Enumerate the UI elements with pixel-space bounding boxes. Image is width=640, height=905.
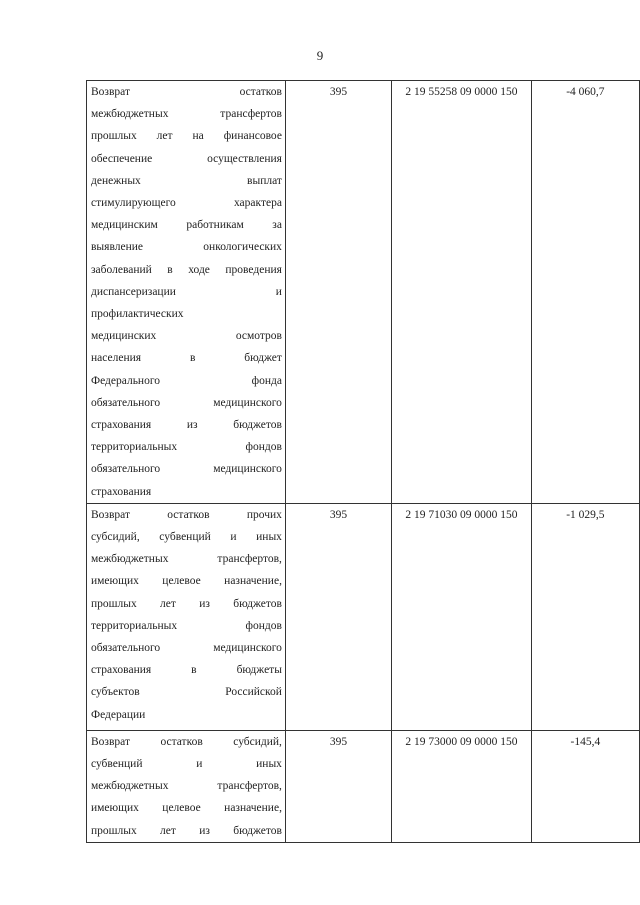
amount-cell (531, 503, 639, 730)
admin-code: 395 (329, 735, 348, 748)
item-name-line: субсидий, субвенций и иных (91, 531, 282, 544)
item-name-line: межбюджетных трансфертов (91, 108, 282, 121)
item-name-line: страхования в бюджеты (91, 664, 282, 677)
item-name-cell (87, 503, 286, 730)
item-name-cell (87, 81, 286, 504)
item-name-line: обязательного медицинского (91, 463, 282, 476)
item-name-line: межбюджетных трансфертов, (91, 553, 282, 566)
table-row (87, 730, 640, 842)
table-row (87, 503, 640, 730)
item-name-line: Возврат остатков (91, 86, 282, 98)
amount: -4 060,7 (566, 86, 605, 98)
item-name-line: субвенций и иных (91, 758, 282, 771)
item-name-line: обязательного медицинского (91, 642, 282, 655)
item-name-line: профилактических (91, 308, 184, 321)
item-name-line: прошлых лет на финансовое (91, 130, 282, 143)
item-name-line: территориальных фондов (91, 441, 282, 454)
budget-code-cell (391, 81, 531, 504)
item-name-line: страхования (91, 485, 152, 498)
admin-code-cell (285, 730, 391, 842)
item-name-line: прошлых лет из бюджетов (91, 597, 282, 610)
item-name-line: диспансеризации и (91, 285, 282, 298)
admin-code-cell (285, 503, 391, 730)
item-name-line: Федерации (91, 708, 146, 721)
table-row (87, 81, 640, 504)
item-name-line: Федерального фонда (91, 374, 282, 387)
item-name-cell (87, 730, 286, 842)
admin-code: 395 (329, 86, 348, 98)
item-name-line: страхования из бюджетов (91, 419, 282, 432)
item-name-line: Возврат остатков прочих (91, 508, 282, 521)
budget-code-cell (391, 730, 531, 842)
item-name-line: обязательного медицинского (91, 396, 282, 409)
item-name-line: территориальных фондов (91, 619, 282, 632)
budget-code-cell (391, 503, 531, 730)
admin-code: 395 (329, 508, 348, 521)
budget-code: 2 19 73000 09 0000 150 (405, 735, 518, 748)
page-number: 9 (316, 48, 324, 63)
item-name-line: выявление онкологических (91, 241, 282, 254)
item-name-line: имеющих целевое назначение, (91, 575, 282, 588)
item-name-line: медицинским работникам за (91, 219, 282, 232)
item-name-line: межбюджетных трансфертов, (91, 780, 282, 793)
amount: -145,4 (570, 735, 601, 748)
item-name-line: стимулирующего характера (91, 197, 282, 210)
item-name-line: прошлых лет из бюджетов (91, 824, 282, 837)
item-name-line: имеющих целевое назначение, (91, 802, 282, 815)
item-name-line: медицинских осмотров (91, 330, 282, 343)
amount-cell (531, 81, 639, 504)
item-name-line: субъектов Российской (91, 686, 282, 699)
item-name-line: Возврат остатков субсидий, (91, 735, 282, 748)
budget-code: 2 19 71030 09 0000 150 (405, 508, 518, 521)
budget-table (86, 80, 640, 843)
item-name-line: денежных выплат (91, 174, 282, 187)
amount-cell (531, 730, 639, 842)
item-name-line: обеспечение осуществления (91, 152, 282, 165)
item-name-line: населения в бюджет (91, 352, 282, 365)
budget-code: 2 19 55258 09 0000 150 (405, 86, 518, 98)
amount: -1 029,5 (566, 508, 605, 521)
item-name-line: заболеваний в ходе проведения (91, 263, 282, 276)
admin-code-cell (285, 81, 391, 504)
